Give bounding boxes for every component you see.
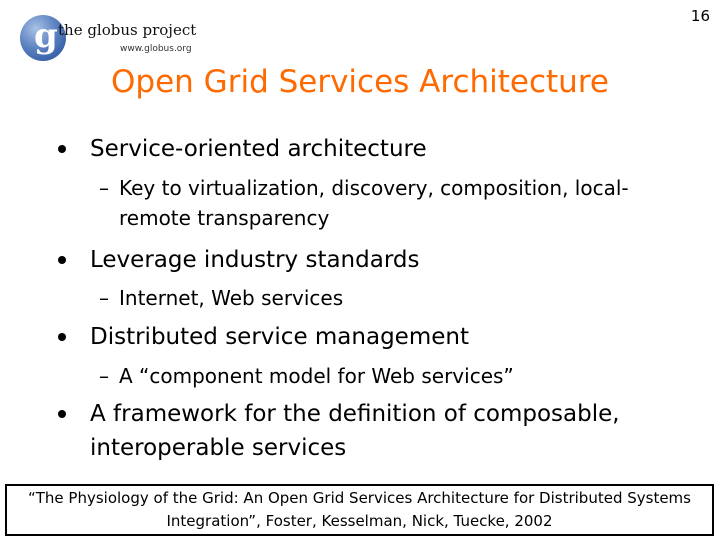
slide-title: Open Grid Services Architecture: [111, 64, 609, 100]
sub-bullet-text: Key to virtualization, discovery, composition, local-remote transparency: [119, 176, 629, 230]
globus-logo: [20, 15, 197, 65]
sub-bullet-text: Internet, Web services: [119, 286, 344, 310]
sub-bullet-text: A “component model for Web services”: [119, 364, 514, 388]
citation-box: “The Physiology of the Grid: An Open Grid Services Architecture for Distributed Systems Integration”, Foster, Kesselman, Nick, Tuecke, 2002: [5, 484, 714, 536]
page-number: 16: [690, 7, 710, 25]
logo-letter: g: [34, 16, 58, 56]
bullet-icon: [58, 145, 66, 153]
bullet-icon: [58, 333, 66, 341]
logo-url: www.globus.org: [120, 44, 192, 54]
bullet-text: A framework for the definition of composable, interoperable services: [90, 401, 620, 461]
bullet-icon: [58, 410, 66, 418]
dash-marker: –: [99, 286, 109, 310]
logo-name: the globus project: [58, 21, 197, 39]
bullet-text: Service-oriented architecture: [90, 136, 427, 162]
dash-marker: –: [99, 364, 109, 388]
dash-marker: –: [99, 176, 109, 200]
bullet-text: Leverage industry standards: [90, 247, 420, 273]
bullet-text: Distributed service management: [90, 324, 469, 350]
bullet-icon: [58, 256, 66, 264]
